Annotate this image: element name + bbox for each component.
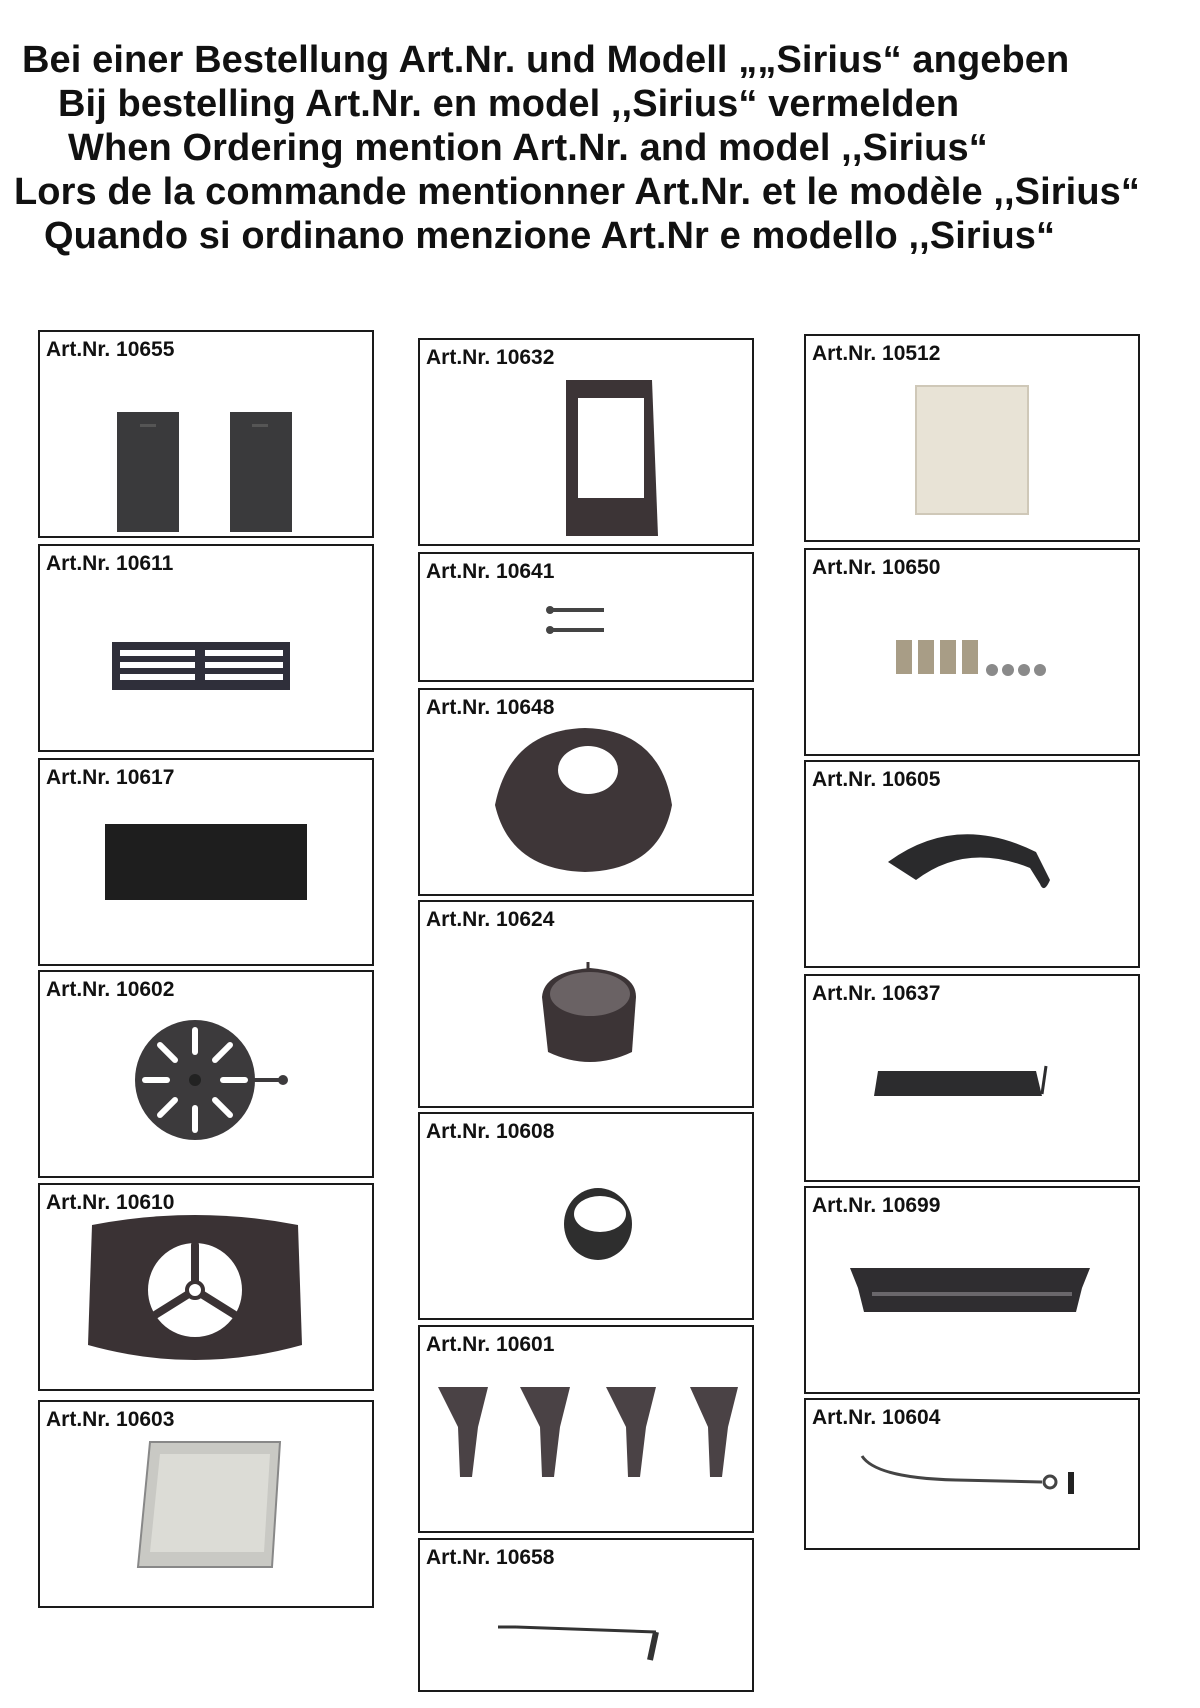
part-number: Art.Nr. 10601 [426,1333,555,1356]
clips-screws-icon [806,550,1138,754]
instruction-it: Quando si ordinano menzione Art.Nr e modello ,,Sirius“ [44,215,1056,257]
insulation-board-icon [806,336,1138,540]
round-grate-icon [40,972,372,1176]
handle-icon [806,762,1138,966]
part-number: Art.Nr. 10648 [426,696,555,719]
part-number: Art.Nr. 10650 [812,556,941,579]
part-card-10648[interactable] [418,688,754,896]
part-card-10611[interactable] [38,544,374,752]
part-number: Art.Nr. 10641 [426,560,555,583]
part-number: Art.Nr. 10512 [812,342,941,365]
part-card-10601[interactable] [418,1325,754,1533]
ring-icon [420,1114,752,1318]
part-card-10604[interactable] [804,1398,1140,1550]
part-number: Art.Nr. 10632 [426,346,555,369]
part-card-10658[interactable] [418,1538,754,1692]
part-number: Art.Nr. 10655 [46,338,175,361]
spring-wire-icon [806,1400,1138,1548]
part-card-10655[interactable] [38,330,374,538]
instruction-en: When Ordering mention Art.Nr. and model ,,Sirius“ [68,127,988,169]
top-cover-icon [420,690,752,894]
firebox-frame-icon [40,1185,372,1389]
part-number: Art.Nr. 10637 [812,982,941,1005]
rod-handle-icon [420,1540,752,1690]
door-frame-icon [420,340,752,544]
grate-bar-icon [40,546,372,750]
part-number: Art.Nr. 10658 [426,1546,555,1569]
instruction-de: Bei einer Bestellung Art.Nr. und Modell „„Sirius“ angeben [22,39,1070,81]
part-number: Art.Nr. 10602 [46,978,175,1001]
grate-rail-icon [806,1188,1138,1392]
twin-baffle-plates-icon [40,332,372,536]
part-card-10641[interactable] [418,552,754,682]
part-card-10650[interactable] [804,548,1140,756]
shelf-bracket-icon [806,976,1138,1180]
flue-collar-icon [420,902,752,1106]
instruction-fr: Lors de la commande mentionner Art.Nr. et le modèle ,,Sirius“ [14,171,1140,213]
part-number: Art.Nr. 10699 [812,1194,941,1217]
part-card-10617[interactable] [38,758,374,966]
part-number: Art.Nr. 10605 [812,768,941,791]
part-number: Art.Nr. 10610 [46,1191,175,1214]
part-card-10512[interactable] [804,334,1140,542]
part-number: Art.Nr. 10604 [812,1406,941,1429]
part-card-10610[interactable] [38,1183,374,1391]
part-card-10605[interactable] [804,760,1140,968]
part-number: Art.Nr. 10617 [46,766,175,789]
instruction-nl: Bij bestelling Art.Nr. en model ,,Sirius“ vermelden [58,83,960,125]
part-card-10608[interactable] [418,1112,754,1320]
part-card-10637[interactable] [804,974,1140,1182]
part-number: Art.Nr. 10624 [426,908,555,931]
part-number: Art.Nr. 10608 [426,1120,555,1143]
part-card-10699[interactable] [804,1186,1140,1394]
part-card-10602[interactable] [38,970,374,1178]
part-card-10632[interactable] [418,338,754,546]
flat-plate-icon [40,760,372,964]
ash-pan-icon [40,1402,372,1606]
part-number: Art.Nr. 10611 [46,552,174,575]
bolts-icon [420,554,752,680]
part-number: Art.Nr. 10603 [46,1408,175,1431]
legs-icon [420,1327,752,1531]
part-card-10624[interactable] [418,900,754,1108]
part-card-10603[interactable] [38,1400,374,1608]
